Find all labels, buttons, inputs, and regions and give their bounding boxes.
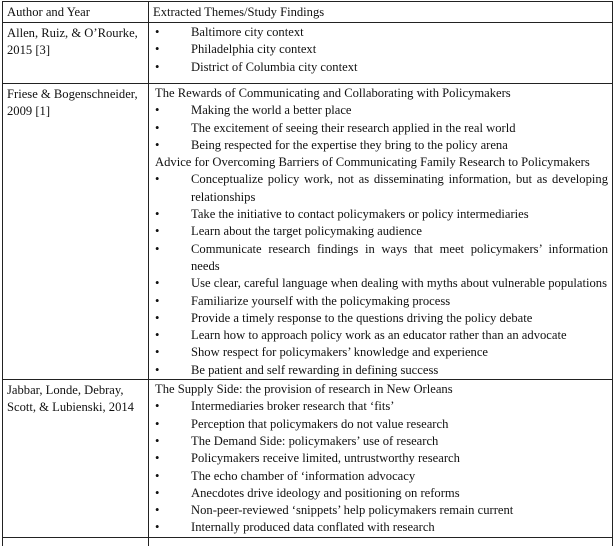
section-heading: Advice for Overcoming Barriers of Communicating Family Research to Policymakers (155, 155, 590, 170)
list-item: • Internally produced data conflated with research (153, 519, 608, 536)
bullet-icon: • (155, 224, 160, 239)
list-item: • Making the world a better place (153, 102, 608, 119)
list-item: • Be patient and self rewarding in defining success (153, 362, 608, 379)
bullet-icon: • (155, 416, 160, 431)
bullet-icon: • (155, 103, 160, 118)
findings-list (153, 398, 608, 536)
bullet-icon: • (155, 59, 160, 74)
table-row (3, 23, 613, 84)
author-cell (3, 380, 149, 538)
list-item: • Being respected for the expertise they bring to the policy arena (153, 137, 608, 154)
table-row (3, 84, 613, 380)
bullet-icon: • (155, 42, 160, 57)
bullet-icon: • (155, 120, 160, 135)
findings-cell (149, 23, 613, 84)
list-item: • Intermediaries broker research that ‘fits’ (153, 398, 608, 415)
findings-list (153, 24, 608, 76)
findings-cell (149, 84, 613, 380)
table-row (3, 380, 613, 538)
header-author-cell (3, 2, 149, 23)
author-cell (3, 84, 149, 380)
bullet-icon: • (155, 503, 160, 518)
list-item: • Anecdotes drive ideology and positioning on reforms (153, 485, 608, 502)
bullet-icon: • (155, 310, 160, 325)
bullet-icon: • (155, 276, 160, 291)
bullet-icon: • (155, 362, 160, 377)
list-item: • Show respect for policymakers’ knowledge and experience (153, 344, 608, 361)
header-findings-cell (149, 2, 613, 23)
bullet-icon: • (155, 241, 160, 256)
list-item: • Use clear, careful language when dealing with myths about vulnerable populations (153, 275, 608, 292)
list-item: • Conceptualize policy work, not as disseminating information, but as developing relationships (153, 171, 608, 206)
bullet-icon: • (155, 207, 160, 222)
bullet-icon: • (155, 137, 160, 152)
bullet-icon: • (155, 433, 160, 448)
header-row (3, 2, 613, 23)
list-item: • The echo chamber of ‘information advocacy (153, 468, 608, 485)
list-item: • Familiarize yourself with the policymaking process (153, 293, 608, 310)
table-row-cut-off (3, 537, 613, 546)
findings-list (153, 102, 608, 154)
bullet-icon: • (155, 485, 160, 500)
author-text: Allen, Ruiz, & O’Rourke, 2015 [3] (7, 26, 138, 57)
author-cell (3, 23, 149, 84)
list-item: • District of Columbia city context (153, 59, 608, 76)
section-heading: The Rewards of Communicating and Collaborating with Policymakers (155, 86, 511, 100)
header-author: Author and Year (7, 5, 90, 19)
bullet-icon: • (155, 345, 160, 360)
findings-cell (149, 380, 613, 538)
bullet-icon: • (155, 399, 160, 414)
list-item: • Take the initiative to contact policymakers or policy intermediaries (153, 206, 608, 223)
list-item: • Communicate research findings in ways that meet policymakers’ information needs (153, 241, 608, 276)
bullet-icon: • (155, 328, 160, 343)
list-item: • Non-peer-reviewed ‘snippets’ help policymakers remain current (153, 502, 608, 519)
author-text: Friese & Bogenschneider, 2009 [1] (7, 87, 138, 118)
bullet-icon: • (155, 172, 160, 187)
findings-table (2, 1, 613, 546)
list-item: • Provide a timely response to the questions driving the policy debate (153, 310, 608, 327)
bullet-icon: • (155, 468, 160, 483)
findings-list (153, 171, 608, 379)
list-item: • Baltimore city context (153, 24, 608, 41)
list-item: • Learn about the target policymaking audience (153, 223, 608, 240)
bullet-icon: • (155, 520, 160, 535)
bullet-icon: • (155, 25, 160, 39)
author-text: Jabbar, Londe, Debray, Scott, & Lubienski, 2014 (7, 383, 134, 415)
bullet-icon: • (155, 451, 160, 466)
list-item: • The Demand Side: policymakers’ use of research (153, 433, 608, 450)
list-item: • Policymakers receive limited, untrustworthy research (153, 450, 608, 467)
list-item: • Philadelphia city context (153, 41, 608, 58)
list-item: • Perception that policymakers do not value research (153, 416, 608, 433)
header-findings: Extracted Themes/Study Findings (153, 5, 325, 19)
section-heading: The Supply Side: the provision of research in New Orleans (155, 382, 453, 397)
bullet-icon: • (155, 293, 160, 308)
list-item: • Learn how to approach policy work as an educator rather than an advocate (153, 327, 608, 344)
list-item: • The excitement of seeing their research applied in the real world (153, 120, 608, 137)
